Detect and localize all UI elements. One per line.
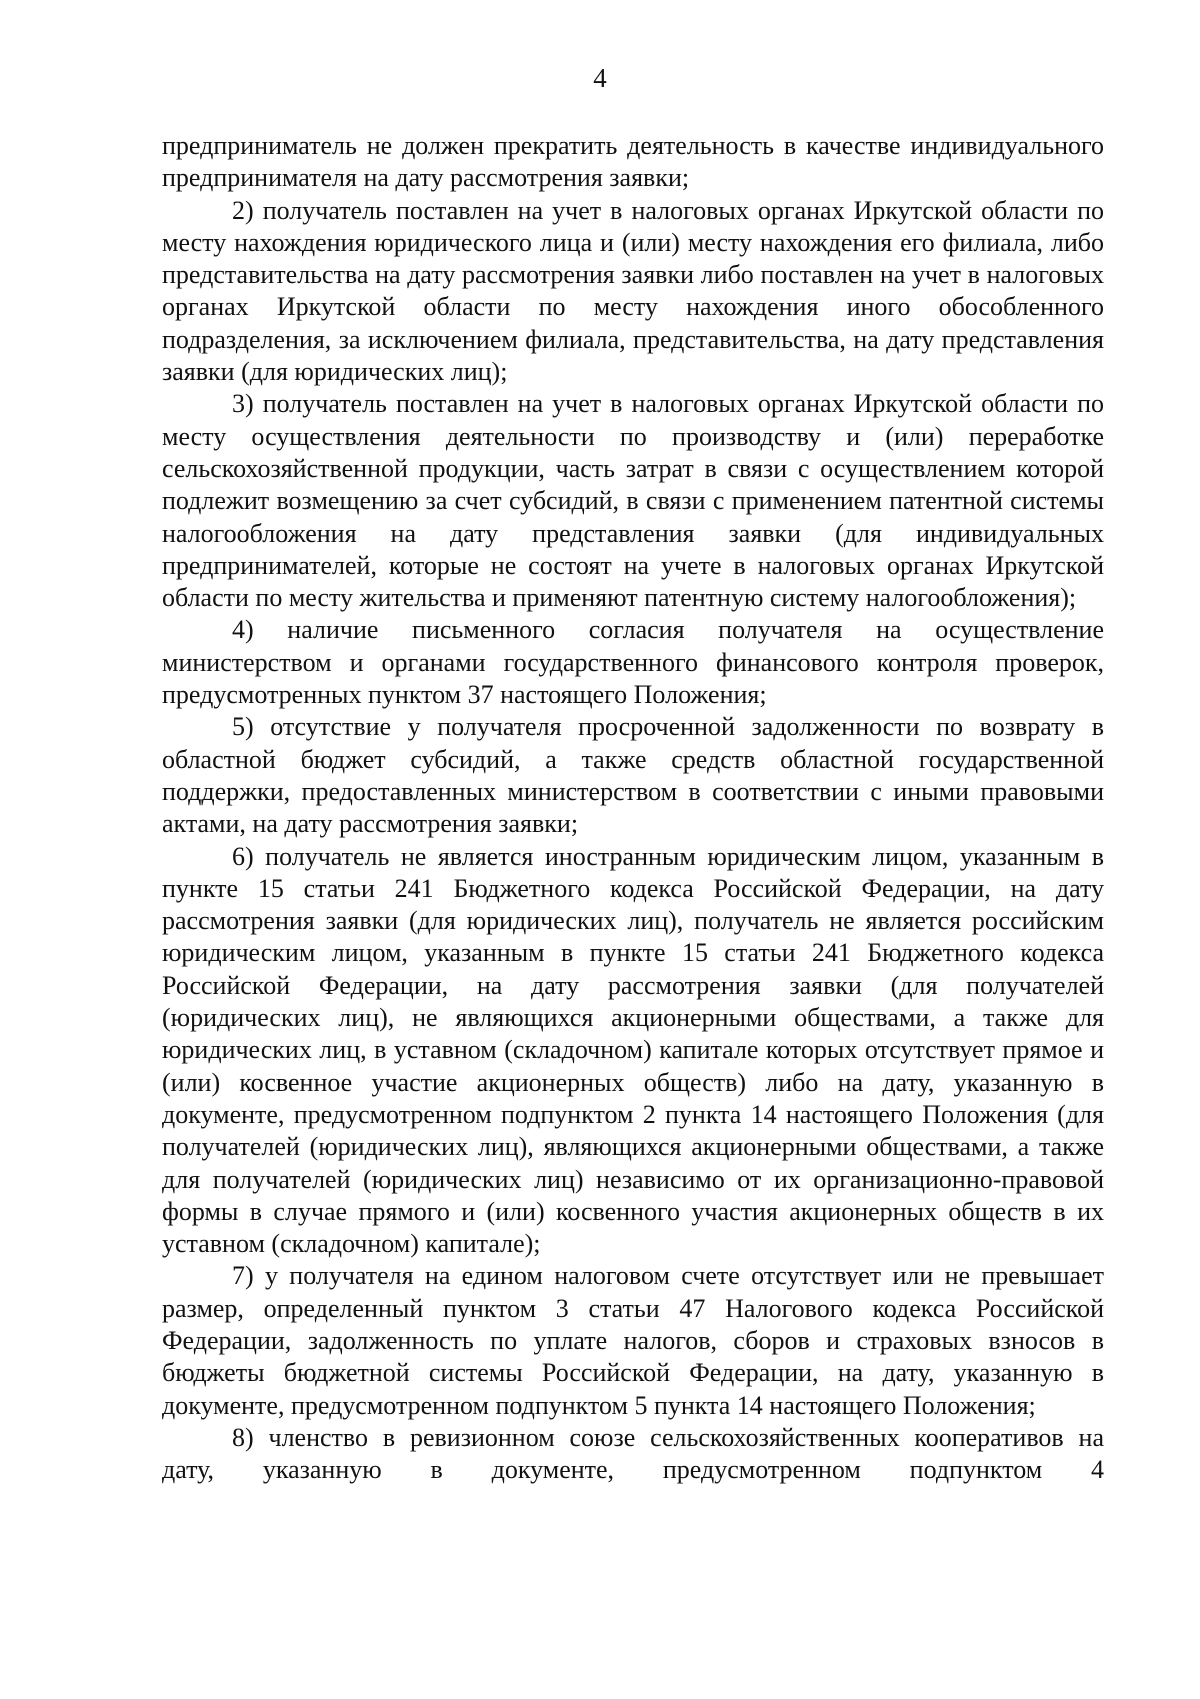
paragraph-item-6: 6) получатель не является иностранным юридическим лицом, указанным в пункте 15 статьи 241 Бюджетного кодекса Российской Федерации, на дату рассмотрения заявки (для юридических лиц), получатель не является российским юридическим лицом, указанным в пункте 15 статьи 241 Бюджетного кодекса Российской Федерации, на дату рассмотрения заявки (для получателей (юридических лиц), не являющихся акционерными обществами, а также для юридических лиц, в уставном (складочном) капитале которых отсутствует прямое и (или) косвенное участие акционерных обществ) либо на дату, указанную в документе, предусмотренном подпунктом 2 пункта 14 настоящего Положения (для получателей (юридических лиц), являющихся акционерными обществами, а также для получателей (юридических лиц) независимо от их организационно-правовой формы в случае прямого и (или) косвенного участия акционерных обществ в их уставном (складочном) капитале);	[162, 841, 1104, 1259]
paragraph-item-7: 7) у получателя на едином налоговом счете отсутствует или не превышает размер, определенный пунктом 3 статьи 47 Налогового кодекса Российской Федерации, задолженность по уплате налогов, сборов и страховых взносов в бюджеты бюджетной системы Российской Федерации, на дату, указанную в документе, предусмотренном подпунктом 5 пункта 14 настоящего Положения;	[162, 1261, 1104, 1420]
paragraph-item-8: 8) членство в ревизионном союзе сельскохозяйственных кооперативов на дату, указанную в документе, предусмотренном подпунктом 4	[162, 1422, 1104, 1485]
paragraph-item-4: 4) наличие письменного согласия получателя на осуществление министерством и органами государственного финансового контроля проверок, предусмотренных пунктом 37 настоящего Положения;	[162, 615, 1104, 710]
paragraph-item-3: 3) получатель поставлен на учет в налоговых органах Иркутской области по месту осуществления деятельности по производству и (или) переработке сельскохозяйственной продукции, часть затрат в связи с осуществлением которой подлежит возмещению за счет субсидий, в связи с применением патентной системы налогообложения на дату представления заявки (для индивидуальных предпринимателей, которые не состоят на учете в налоговых органах Иркутской области по месту жительства и применяют патентную систему налогообложения);	[162, 389, 1104, 613]
paragraph-continuation: предприниматель не должен прекратить деятельность в качестве индивидуального предпринимателя на дату рассмотрения заявки;	[162, 131, 1104, 193]
paragraph-item-5: 5) отсутствие у получателя просроченной задолженности по возврату в областной бюджет субсидий, а также средств областной государственной поддержки, предоставленных министерством в соответствии с иными правовыми актами, на дату рассмотрения заявки;	[162, 712, 1104, 839]
document-body	[162, 130, 1104, 1486]
paragraph-item-2: 2) получатель поставлен на учет в налоговых органах Иркутской области по месту нахождения юридического лица и (или) месту нахождения его филиала, либо представительства на дату рассмотрения заявки либо поставлен на учет в налоговых органах Иркутской области по месту нахождения иного обособленного подразделения, за исключением филиала, представительства, на дату представления заявки (для юридических лиц);	[162, 195, 1104, 387]
page-number: 4	[593, 63, 607, 93]
